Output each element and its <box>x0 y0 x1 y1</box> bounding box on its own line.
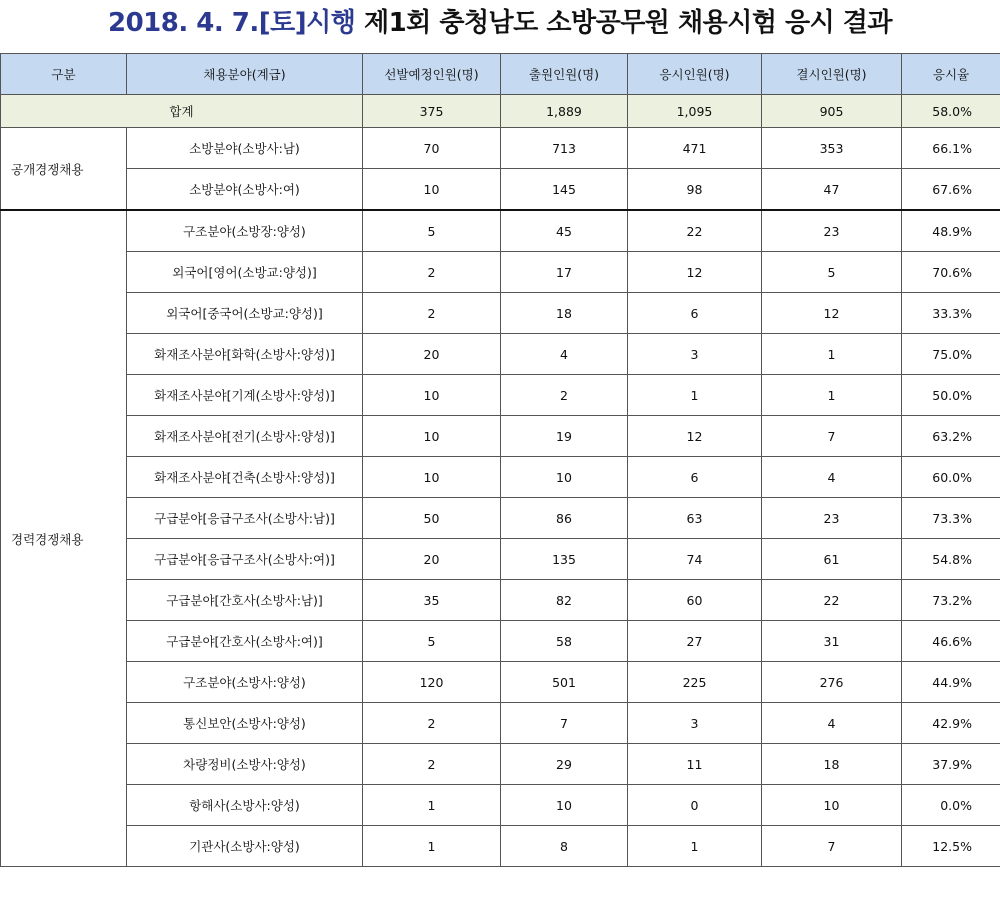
attended-cell: 0 <box>628 785 762 826</box>
rate-cell: 44.9% <box>902 662 1000 703</box>
table-row <box>1 785 1000 826</box>
rate-cell: 50.0% <box>902 375 1000 416</box>
absent-cell: 4 <box>762 703 902 744</box>
attended-cell: 225 <box>628 662 762 703</box>
total-planned: 375 <box>363 95 501 128</box>
rate-cell: 63.2% <box>902 416 1000 457</box>
attended-cell: 60 <box>628 580 762 621</box>
rate-cell: 42.9% <box>902 703 1000 744</box>
field-cell: 차량정비(소방사:양성) <box>127 744 363 785</box>
table-row <box>1 128 1000 169</box>
field-cell: 구급분야[응급구조사(소방사:여)] <box>127 539 363 580</box>
rate-cell: 67.6% <box>902 169 1000 211</box>
table-row <box>1 375 1000 416</box>
field-cell: 화재조사분야[전기(소방사:양성)] <box>127 416 363 457</box>
absent-cell: 1 <box>762 334 902 375</box>
table-row <box>1 169 1000 211</box>
planned-cell: 120 <box>363 662 501 703</box>
planned-cell: 20 <box>363 539 501 580</box>
rate-cell: 37.9% <box>902 744 1000 785</box>
rate-cell: 54.8% <box>902 539 1000 580</box>
header-absent: 결시인원(명) <box>762 54 902 95</box>
absent-cell: 47 <box>762 169 902 211</box>
field-cell: 소방분야(소방사:여) <box>127 169 363 211</box>
attended-cell: 74 <box>628 539 762 580</box>
applied-cell: 29 <box>501 744 628 785</box>
total-rate: 58.0% <box>902 95 1000 128</box>
table-row <box>1 744 1000 785</box>
field-cell: 화재조사분야[기계(소방사:양성)] <box>127 375 363 416</box>
planned-cell: 2 <box>363 252 501 293</box>
applied-cell: 135 <box>501 539 628 580</box>
attended-cell: 98 <box>628 169 762 211</box>
attended-cell: 11 <box>628 744 762 785</box>
rate-cell: 48.9% <box>902 210 1000 252</box>
table-body <box>1 54 1000 867</box>
applied-cell: 58 <box>501 621 628 662</box>
field-cell: 외국어[영어(소방교:양성)] <box>127 252 363 293</box>
attended-cell: 1 <box>628 826 762 867</box>
field-cell: 구조분야(소방장:양성) <box>127 210 363 252</box>
rate-cell: 60.0% <box>902 457 1000 498</box>
applied-cell: 713 <box>501 128 628 169</box>
planned-cell: 1 <box>363 785 501 826</box>
field-cell: 기관사(소방사:양성) <box>127 826 363 867</box>
results-table <box>0 53 1000 867</box>
rate-cell: 70.6% <box>902 252 1000 293</box>
planned-cell: 1 <box>363 826 501 867</box>
planned-cell: 10 <box>363 457 501 498</box>
total-attended: 1,095 <box>628 95 762 128</box>
applied-cell: 19 <box>501 416 628 457</box>
absent-cell: 276 <box>762 662 902 703</box>
header-attended: 응시인원(명) <box>628 54 762 95</box>
absent-cell: 4 <box>762 457 902 498</box>
planned-cell: 70 <box>363 128 501 169</box>
planned-cell: 10 <box>363 169 501 211</box>
category-cell: 공개경쟁채용 <box>1 128 127 211</box>
field-cell: 외국어[중국어(소방교:양성)] <box>127 293 363 334</box>
field-cell: 항해사(소방사:양성) <box>127 785 363 826</box>
table-row <box>1 252 1000 293</box>
rate-cell: 0.0% <box>902 785 1000 826</box>
attended-cell: 12 <box>628 252 762 293</box>
absent-cell: 31 <box>762 621 902 662</box>
table-row <box>1 416 1000 457</box>
absent-cell: 5 <box>762 252 902 293</box>
table-row <box>1 826 1000 867</box>
absent-cell: 61 <box>762 539 902 580</box>
total-absent: 905 <box>762 95 902 128</box>
attended-cell: 63 <box>628 498 762 539</box>
table-row <box>1 210 1000 252</box>
planned-cell: 2 <box>363 744 501 785</box>
planned-cell: 2 <box>363 703 501 744</box>
field-cell: 구급분야[간호사(소방사:남)] <box>127 580 363 621</box>
total-applied: 1,889 <box>501 95 628 128</box>
applied-cell: 501 <box>501 662 628 703</box>
table-row <box>1 580 1000 621</box>
absent-cell: 12 <box>762 293 902 334</box>
applied-cell: 145 <box>501 169 628 211</box>
attended-cell: 12 <box>628 416 762 457</box>
table-row <box>1 498 1000 539</box>
header-category: 구분 <box>1 54 127 95</box>
rate-cell: 12.5% <box>902 826 1000 867</box>
planned-cell: 20 <box>363 334 501 375</box>
total-label: 합계 <box>1 95 363 128</box>
absent-cell: 353 <box>762 128 902 169</box>
field-cell: 화재조사분야[건축(소방사:양성)] <box>127 457 363 498</box>
field-cell: 화재조사분야[화학(소방사:양성)] <box>127 334 363 375</box>
total-row <box>1 95 1000 128</box>
field-cell: 통신보안(소방사:양성) <box>127 703 363 744</box>
field-cell: 구급분야[응급구조사(소방사:남)] <box>127 498 363 539</box>
header-planned: 선발예정인원(명) <box>363 54 501 95</box>
rate-cell: 33.3% <box>902 293 1000 334</box>
table-row <box>1 662 1000 703</box>
absent-cell: 18 <box>762 744 902 785</box>
attended-cell: 3 <box>628 334 762 375</box>
planned-cell: 5 <box>363 621 501 662</box>
applied-cell: 8 <box>501 826 628 867</box>
field-cell: 구조분야(소방사:양성) <box>127 662 363 703</box>
table-row <box>1 703 1000 744</box>
planned-cell: 10 <box>363 416 501 457</box>
attended-cell: 6 <box>628 457 762 498</box>
planned-cell: 10 <box>363 375 501 416</box>
absent-cell: 7 <box>762 416 902 457</box>
field-cell: 구급분야[간호사(소방사:여)] <box>127 621 363 662</box>
attended-cell: 22 <box>628 210 762 252</box>
absent-cell: 10 <box>762 785 902 826</box>
attended-cell: 27 <box>628 621 762 662</box>
header-row <box>1 54 1000 95</box>
applied-cell: 2 <box>501 375 628 416</box>
title-main: 제1회 충청남도 소방공무원 채용시험 응시 결과 <box>363 8 893 38</box>
header-applied: 출원인원(명) <box>501 54 628 95</box>
applied-cell: 10 <box>501 457 628 498</box>
rate-cell: 66.1% <box>902 128 1000 169</box>
page-title <box>0 0 1000 48</box>
header-rate: 응시율 <box>902 54 1000 95</box>
absent-cell: 7 <box>762 826 902 867</box>
applied-cell: 45 <box>501 210 628 252</box>
category-cell: 경력경쟁채용 <box>1 210 127 867</box>
table-row <box>1 457 1000 498</box>
rate-cell: 73.3% <box>902 498 1000 539</box>
rate-cell: 46.6% <box>902 621 1000 662</box>
planned-cell: 2 <box>363 293 501 334</box>
attended-cell: 6 <box>628 293 762 334</box>
absent-cell: 22 <box>762 580 902 621</box>
absent-cell: 1 <box>762 375 902 416</box>
planned-cell: 35 <box>363 580 501 621</box>
absent-cell: 23 <box>762 210 902 252</box>
applied-cell: 82 <box>501 580 628 621</box>
absent-cell: 23 <box>762 498 902 539</box>
applied-cell: 86 <box>501 498 628 539</box>
table-row <box>1 539 1000 580</box>
header-field: 채용분야(계급) <box>127 54 363 95</box>
attended-cell: 3 <box>628 703 762 744</box>
field-cell: 소방분야(소방사:남) <box>127 128 363 169</box>
applied-cell: 18 <box>501 293 628 334</box>
attended-cell: 471 <box>628 128 762 169</box>
planned-cell: 5 <box>363 210 501 252</box>
table-row <box>1 334 1000 375</box>
rate-cell: 73.2% <box>902 580 1000 621</box>
title-date: 2018. 4. 7.[토]시행 <box>107 8 356 38</box>
applied-cell: 17 <box>501 252 628 293</box>
table-row <box>1 293 1000 334</box>
table-row <box>1 621 1000 662</box>
applied-cell: 4 <box>501 334 628 375</box>
planned-cell: 50 <box>363 498 501 539</box>
rate-cell: 75.0% <box>902 334 1000 375</box>
applied-cell: 7 <box>501 703 628 744</box>
applied-cell: 10 <box>501 785 628 826</box>
attended-cell: 1 <box>628 375 762 416</box>
